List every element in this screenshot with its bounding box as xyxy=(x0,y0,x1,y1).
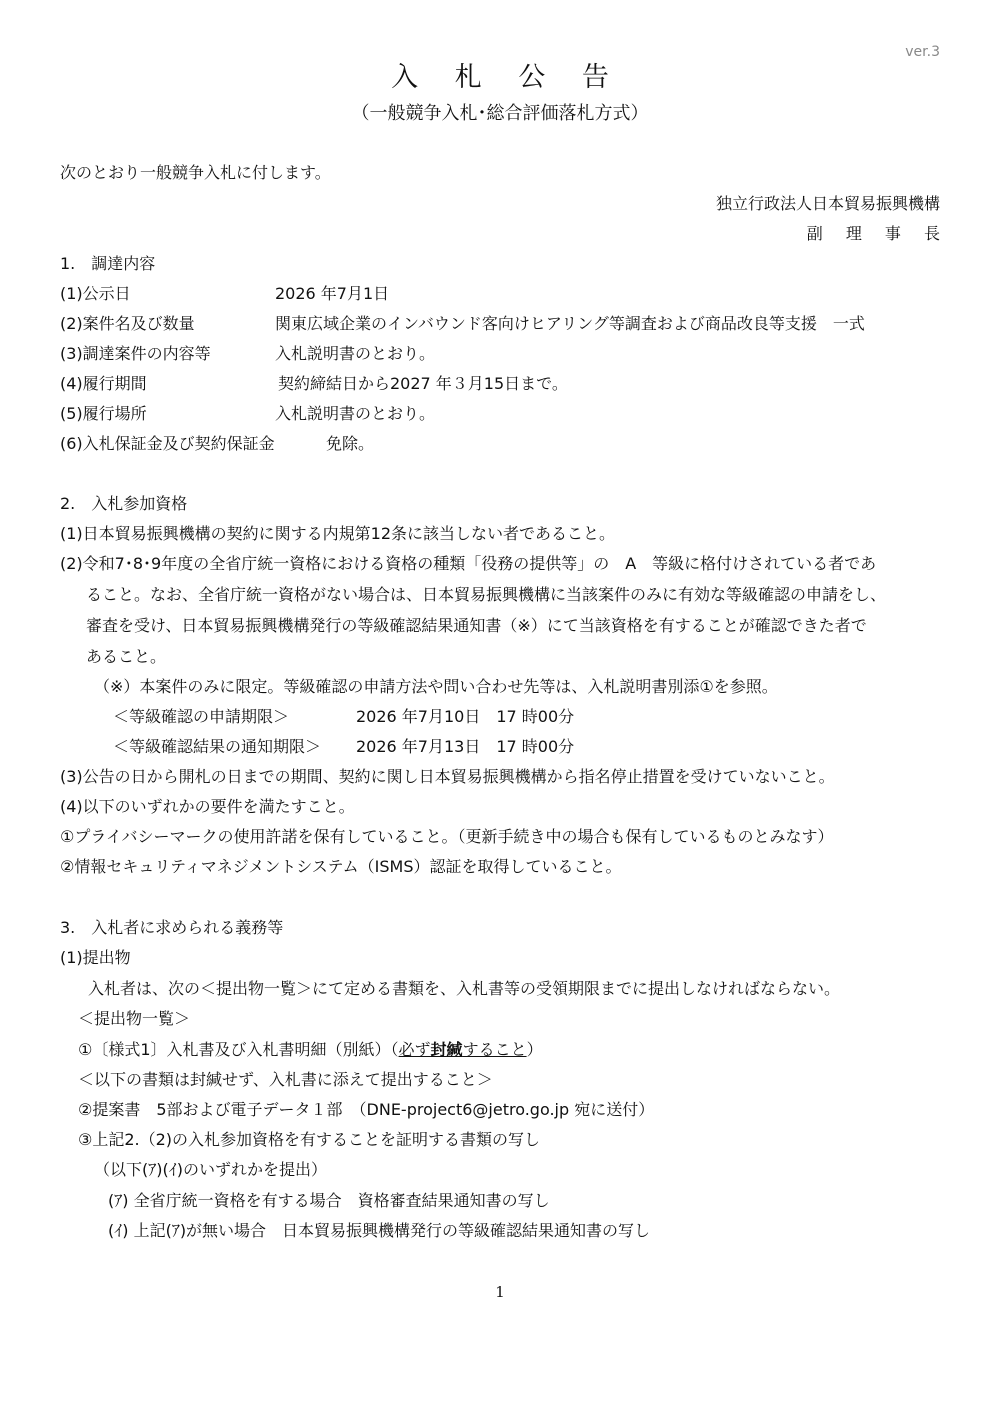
page-number: 1 xyxy=(495,1283,505,1301)
section1-heading: 1. 調達内容 xyxy=(60,254,156,273)
issuer-role: 副 理 事 長 xyxy=(806,224,949,243)
submission-item-1-text: ①〔様式1〕入札書及び入札書明細（別紙）（ xyxy=(78,1040,399,1059)
submission-item-1-emphasis-a: 必ず xyxy=(398,1040,431,1059)
deadline-label-application: ＜等級確認の申請期限＞ xyxy=(113,707,290,726)
unsealed-note: ＜以下の書類は封緘せず、入札書に添えて提出すること＞ xyxy=(78,1070,493,1089)
deadline-value-application: 2026 年7月10日 17 時00分 xyxy=(356,707,575,726)
item-label-guarantee: (6)入札保証金及び契約保証金 xyxy=(60,434,275,453)
item-label-period: (4)履行期間 xyxy=(60,374,147,393)
version-label: ver.3 xyxy=(905,44,940,60)
submission-item-1-close: ） xyxy=(526,1040,543,1059)
submission-item-1-emphasis-c: すること xyxy=(462,1040,527,1059)
section2-heading: 2. 入札参加資格 xyxy=(60,494,188,513)
submissions-body: 入札者は、次の＜提出物一覧＞にて定める書類を、入札書等の受領期限までに提出しなければならない。 xyxy=(88,979,841,998)
eligibility-note: （※）本案件のみに限定。等級確認の申請方法や問い合わせ先等は、入札説明書別添①を参照。 xyxy=(94,677,778,696)
eligibility-item-4: (4)以下のいずれかの要件を満たすこと。 xyxy=(60,797,355,816)
issuer-organization: 独立行政法人日本貿易振興機構 xyxy=(715,194,940,213)
submission-option-b: (ｲ) 上記(ｱ)が無い場合 日本貿易振興機構発行の等級確認結果通知書の写し xyxy=(108,1221,651,1240)
requirement-privacy-mark: ①プライバシーマークの使用許諾を保有していること。（更新手続き中の場合も保有しているものとみなす） xyxy=(60,827,834,846)
deadline-value-notification: 2026 年7月13日 17 時00分 xyxy=(356,737,575,756)
item-value-notice-date: 2026 年7月1日 xyxy=(275,284,390,303)
submission-item-3-note: （以下(ｱ)(ｲ)のいずれかを提出） xyxy=(94,1160,327,1179)
submission-item-1 xyxy=(78,1040,543,1060)
submission-item-2: ②提案書 5部および電子データ１部 （DNE-project6@jetro.go.jp 宛に送付） xyxy=(78,1100,655,1119)
item-value-guarantee: 免除。 xyxy=(326,434,375,453)
eligibility-item-2-line-4: あること。 xyxy=(86,647,167,666)
submission-option-a: (ｱ) 全省庁統一資格を有する場合 資格審査結果通知書の写し xyxy=(108,1191,550,1210)
item-label-contents: (3)調達案件の内容等 xyxy=(60,344,211,363)
submissions-heading: (1)提出物 xyxy=(60,948,131,967)
submission-item-1-emphasis-b: 封緘 xyxy=(430,1040,463,1059)
requirement-isms: ②情報セキュリティマネジメントシステム（ISMS）認証を取得していること。 xyxy=(60,857,622,876)
item-value-contents: 入札説明書のとおり。 xyxy=(275,344,436,363)
document-subtitle: （一般競争入札･総合評価落札方式） xyxy=(351,103,649,124)
deadline-label-notification: ＜等級確認結果の通知期限＞ xyxy=(113,737,322,756)
item-value-period: 契約締結日から2027 年３月15日まで。 xyxy=(278,374,568,393)
submission-list-title: ＜提出物一覧＞ xyxy=(78,1009,191,1028)
eligibility-item-2-line-1: (2)令和7･8･9年度の全省庁統一資格における資格の種類「役務の提供等」の A 等級に格付けされている者であ xyxy=(60,554,877,573)
item-value-location: 入札説明書のとおり。 xyxy=(275,404,436,423)
item-value-project-name: 関東広域企業のインバウンド客向けヒアリング等調査および商品改良等支援 一式 xyxy=(275,314,865,333)
eligibility-item-2-line-3: 審査を受け、日本貿易振興機構発行の等級確認結果通知書（※）にて当該資格を有することが確認できた者で xyxy=(86,616,867,635)
item-label-project-name: (2)案件名及び数量 xyxy=(60,314,195,333)
submission-item-3: ③上記2.（2)の入札参加資格を有することを証明する書類の写し xyxy=(78,1130,541,1149)
eligibility-item-2-line-2: ること。なお、全省庁統一資格がない場合は、日本貿易振興機構に当該案件のみに有効な等級確認の申請をし、 xyxy=(86,585,887,604)
eligibility-item-1: (1)日本貿易振興機構の契約に関する内規第12条に該当しない者であること。 xyxy=(60,524,616,543)
eligibility-item-3: (3)公告の日から開札の日までの期間、契約に関し日本貿易振興機構から指名停止措置を受けていないこと。 xyxy=(60,767,835,786)
document-title: 入 札 公 告 xyxy=(391,62,623,93)
section3-heading: 3. 入札者に求められる義務等 xyxy=(60,918,284,937)
item-label-location: (5)履行場所 xyxy=(60,404,147,423)
item-label-notice-date: (1)公示日 xyxy=(60,284,131,303)
intro-text: 次のとおり一般競争入札に付します。 xyxy=(60,163,331,182)
